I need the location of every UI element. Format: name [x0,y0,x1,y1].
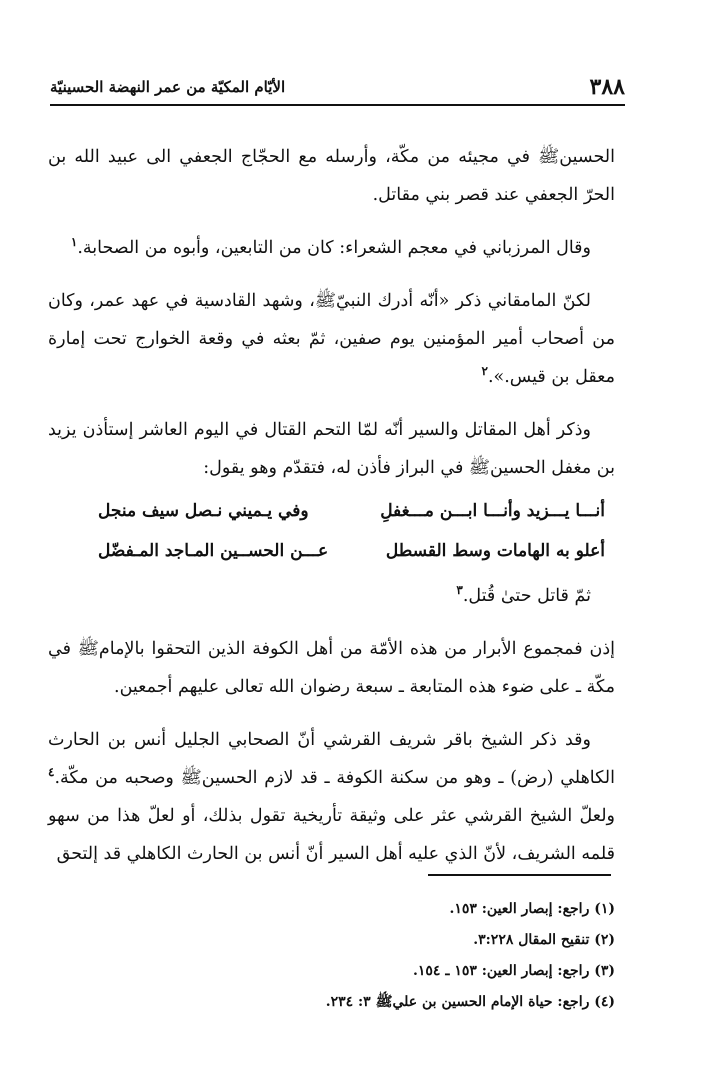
paragraph [48,411,615,487]
page-header [50,70,625,106]
poem-line [48,491,615,531]
paragraph [48,630,615,706]
paragraph-text: الحسينﷺ في مجيئه من مكّة، وأرسله مع الحجّاج الجعفي الى عبيد الله بن الحرّ الجعفي عند قصر بني مقاتل. [48,147,615,205]
footnote: (٢) تنقيح المقال ٣:٢٢٨. [473,932,615,948]
body-text [48,138,615,888]
poem-hemistich: أنـــا يـــزيد وأنـــا ابـــن مـــغفلِ [380,501,605,521]
footnote: (٣) راجع: إبصار العين: ١٥٣ ـ ١٥٤. [413,963,615,979]
footnote-divider [428,874,611,876]
footnote-ref: ٤ [48,765,55,780]
paragraph-text: ثمّ قاتل حتىٰ قُتل. [462,586,591,606]
footnote-ref: ١ [70,235,78,250]
paragraph [48,138,615,214]
paragraph-text: لكنّ المامقاني ذكر «أنّه أدرك النبيّﷺ، وشهد القادسية في عهد عمر، وكان من أصحاب أمير المؤمنين يوم صفين، ثمّ بعثه في وقعة الخوارج تحت إمارة معقل بن قيس.». [48,291,615,387]
poem-hemistich: عـــن الحســين المـاجد المـفضّل [98,541,329,561]
poem-hemistich: وفي يـميني نـصل سيف منجل [98,501,309,521]
poem [48,491,615,571]
running-title: الأيّام المكيّة من عمر النهضة الحسينيّة [50,78,286,96]
paragraph-text: وقد ذكر الشيخ باقر شريف القرشي أنّ الصحابي الجليل أنس بن الحارث الكاهلي (رض) ـ وهو من سكنة الكوفة ـ قد لازم الحسينﷺ وصحبه من مكّة. [48,730,615,788]
paragraph [48,282,615,396]
paragraph [48,721,615,873]
paragraph [48,577,615,615]
footnote: (١) راجع: إبصار العين: ١٥٣. [449,901,615,917]
footnote-ref: ٣ [456,583,463,598]
paragraph-text: إذن فمجموع الأبرار من هذه الأمّة من أهل الكوفة الذين التحقوا بالإمامﷺ في مكّة ـ على ضوء هذه المتابعة ـ سبعة رضوان الله تعالى عليهم أجمعين. [48,639,615,697]
footnote-ref: ٢ [481,364,488,379]
poem-line [48,531,615,571]
poem-hemistich: أعلو به الهامات وسط القسطل [385,541,605,561]
paragraph [48,229,615,267]
footnotes [48,894,615,1018]
paragraph-text: وقال المرزباني في معجم الشعراء: كان من التابعين، وأبوه من الصحابة. [77,238,591,258]
paragraph-text: وذكر أهل المقاتل والسير أنّه لمّا التحم القتال في اليوم العاشر إستأذن يزيد بن مغفل الحسينﷺ في البراز فأذن له، فتقدّم وهو يقول: [48,420,615,478]
page-number: ٣٨٨ [589,74,625,100]
paragraph-text: ولعلّ الشيخ القرشي عثر على وثيقة تأريخية تقول بذلك، أو لعلّ هذا من سهو قلمه الشريف، لأنّ الذي عليه أهل السير أنّ أنس بن الحارث الكاهلي قد إلتحق [48,806,615,864]
footnote: (٤) راجع: حياة الإمام الحسين بن عليﷺ ٣: ٢٣٤. [325,994,615,1010]
